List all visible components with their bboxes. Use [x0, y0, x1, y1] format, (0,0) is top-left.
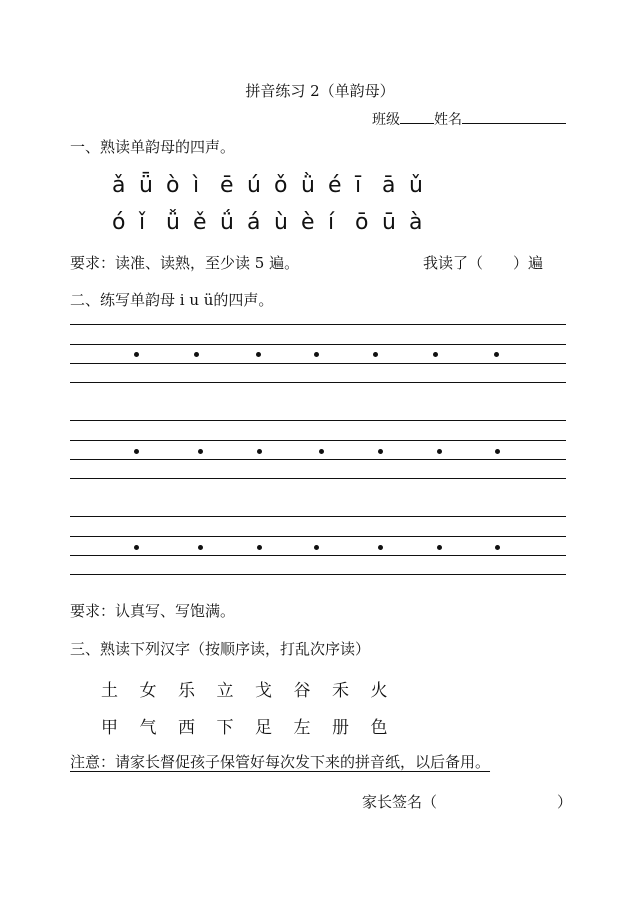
section3-heading: 三、熟读下列汉字（按顺序读，打乱次序读） — [70, 640, 371, 658]
letter-u-umlaut-dot — [495, 545, 500, 550]
pinyin-char: ī — [355, 173, 362, 198]
pinyin-char: ǘ — [220, 210, 234, 235]
pinyin-char: ō — [355, 210, 369, 235]
pinyin-char: è — [301, 210, 315, 235]
grid-line — [70, 555, 566, 556]
class-blank[interactable] — [400, 109, 434, 124]
hanzi-row-1 — [101, 676, 409, 701]
grid-line — [70, 459, 566, 460]
pinyin-char: ǎ — [112, 173, 126, 198]
pinyin-char: ò — [166, 173, 180, 198]
letter-i-dot — [494, 352, 499, 357]
hanzi-char: 禾 — [332, 681, 349, 701]
pinyin-char: ǖ — [139, 173, 153, 198]
letter-u-umlaut-dot — [378, 545, 383, 550]
pinyin-row-2 — [112, 210, 436, 235]
letter-u-dot — [319, 449, 324, 454]
letter-u-dot — [495, 449, 500, 454]
pinyin-char: í — [328, 210, 335, 235]
letter-u-dot — [134, 449, 139, 454]
read-count-field[interactable]: 我读了（ ）遍 — [423, 254, 544, 272]
grid-line — [70, 478, 566, 479]
hanzi-char: 女 — [139, 681, 157, 701]
letter-i-dot — [256, 352, 261, 357]
writing-requirement: 要求：认真写、写饱满。 — [70, 602, 236, 620]
pinyin-char: ǐ — [139, 210, 146, 235]
hanzi-char: 下 — [216, 718, 234, 738]
letter-u-umlaut-dot — [134, 545, 139, 550]
hanzi-char: 火 — [370, 681, 388, 701]
class-label: 班级 — [372, 112, 400, 128]
pinyin-char: ǚ — [166, 210, 180, 235]
section1-heading: 一、熟读单韵母的四声。 — [70, 138, 236, 156]
grid-line — [70, 574, 566, 575]
pinyin-char: à — [409, 210, 423, 235]
class-name-field — [372, 109, 566, 129]
pinyin-char: ù — [274, 210, 288, 235]
hanzi-char: 色 — [370, 718, 388, 738]
pinyin-char: á — [247, 210, 261, 235]
hanzi-char: 乐 — [178, 681, 195, 701]
hanzi-char: 西 — [178, 718, 195, 738]
pinyin-char: ú — [247, 173, 261, 198]
letter-u-dot — [257, 449, 262, 454]
grid-line — [70, 536, 566, 537]
letter-u-umlaut-dot — [437, 545, 442, 550]
writing-grid-1[interactable] — [70, 324, 566, 384]
hanzi-char: 册 — [332, 718, 349, 738]
hanzi-char: 气 — [139, 718, 157, 738]
pinyin-row-1 — [112, 173, 436, 198]
pinyin-char: ě — [193, 210, 207, 235]
letter-i-dot — [134, 352, 139, 357]
letter-u-dot — [378, 449, 383, 454]
grid-line — [70, 344, 566, 345]
reading-requirement: 要求：读准、读熟，至少读 5 遍。 — [70, 254, 300, 272]
name-blank[interactable] — [462, 109, 566, 124]
letter-i-dot — [194, 352, 199, 357]
pinyin-char: ǜ — [301, 173, 315, 198]
grid-line — [70, 440, 566, 441]
pinyin-char: ì — [193, 173, 200, 198]
pinyin-char: ǒ — [274, 173, 288, 198]
letter-u-dot — [198, 449, 203, 454]
pinyin-char: ó — [112, 210, 126, 235]
letter-i-dot — [314, 352, 319, 357]
hanzi-char: 谷 — [293, 681, 311, 701]
hanzi-row-2 — [101, 713, 409, 738]
grid-line — [70, 382, 566, 383]
writing-grid-3[interactable] — [70, 516, 566, 576]
parent-signature-field[interactable]: 家长签名（ ） — [362, 793, 573, 811]
pinyin-char: ū — [382, 210, 396, 235]
letter-u-umlaut-dot — [314, 545, 319, 550]
page-title: 拼音练习 2（单韵母） — [245, 82, 395, 100]
section2-heading: 二、练写单韵母 i u ü的四声。 — [70, 291, 274, 309]
grid-line — [70, 363, 566, 364]
letter-u-umlaut-dot — [257, 545, 262, 550]
letter-u-umlaut-dot — [198, 545, 203, 550]
grid-line — [70, 420, 566, 421]
hanzi-char: 甲 — [101, 718, 118, 738]
hanzi-char: 左 — [293, 718, 311, 738]
hanzi-char: 戈 — [255, 681, 272, 701]
grid-line — [70, 324, 566, 325]
hanzi-char: 立 — [216, 681, 234, 701]
pinyin-char: ē — [220, 173, 234, 198]
parent-notice: 注意：请家长督促孩子保管好每次发下来的拼音纸，以后备用。 — [70, 753, 491, 771]
pinyin-char: é — [328, 173, 342, 198]
pinyin-char: ǔ — [409, 173, 423, 198]
pinyin-char: ā — [382, 173, 396, 198]
hanzi-char: 土 — [101, 681, 118, 701]
letter-i-dot — [433, 352, 438, 357]
letter-i-dot — [373, 352, 378, 357]
hanzi-char: 足 — [255, 718, 272, 738]
letter-u-dot — [437, 449, 442, 454]
writing-grid-2[interactable] — [70, 420, 566, 480]
grid-line — [70, 516, 566, 517]
name-label: 姓名 — [434, 112, 462, 128]
